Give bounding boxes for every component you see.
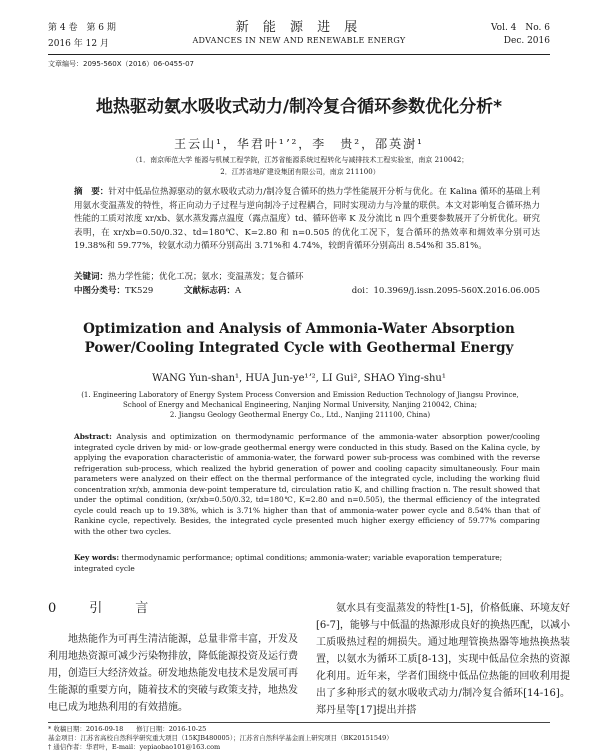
footnote-funding: 基金项目：江苏省高校自然科学研究重大项目（15KJB480005）；江苏省自然科学基金面上研究项目（BK20151549）: [48, 734, 393, 742]
document-code: 文献标志码：A: [184, 286, 242, 296]
affiliation-cn-line: （1．南京师范大学 能源与机械工程学院，江苏省能源系统过程转化与减排技术工程实验室，南京 210042；: [131, 156, 469, 164]
keywords-en: [74, 553, 540, 574]
section-heading: 0 引 言: [48, 601, 159, 616]
affiliations-cn: [60, 154, 540, 178]
article-code: 文章编号：2095-560X（2016）06-0455-07: [48, 60, 194, 68]
abstract-cn: [74, 186, 540, 254]
authors-cn: 王云山¹，华君叶¹ʼ²，李 贵²，邵英澍¹: [174, 137, 424, 151]
abstract-en-text: Analysis and optimization on thermodynamic performance of the ammonia-water absorption power/cooling integrated cycle driven by mid- or low-grade geothermal energy were conducted in this study. Based on the Kalina cycle, by applying the evaporation characteristic of ammonia-water, the forward power sub-process was combined with the reverse refrigeration sub-process, which realized the hybrid generation of power and cooling capacity simultaneously. Four main parameters were analyzed on their effect on the thermal performance of the integrated cycle, including the working fluid concentration xr/xb, ammonia dew-point temperature td, circulation ratio K, and chilling fraction n. The result showed that under the optimal condition, (xr/xb=0.50/0.32, td=180℃, K=2.80 and n=0.505), the thermal efficiency of the integrated cycle could reach up to 19.38%, which is 3.71% higher than that of ammonia-water power cycle and 8.54% than that of Rankine cycle, repectively. Besides, the integrated cycle presented much higher exergy efficiency of 59.77% comparing with the other two cycles.: [74, 432, 540, 536]
abstract-en: [74, 432, 540, 537]
keywords-cn-text: 热力学性能；优化工况；氨水；变温蒸发；复合循环: [108, 272, 304, 282]
authors-en: WANG Yun-shan¹, HUA Jun-ye¹ʼ², LI Gui², SHAO Ying-shu¹: [152, 373, 446, 384]
footnote-received: * 收稿日期：2016-09-18 修订日期：2016-10-25: [48, 725, 207, 733]
abstract-en-label: Abstract:: [74, 432, 112, 441]
journal-name-en: ADVANCES IN NEW AND RENEWABLE ENERGY: [192, 36, 406, 45]
affiliation-cn-line: 2．江苏省地矿建设集团有限公司，南京 211100）: [220, 168, 380, 176]
keywords-en-label: Key words:: [74, 553, 120, 562]
affiliation-en-line: (1. Engineering Laboratory of Energy System Process Conversion and Emission Reduction Technology of Jiangsu Province,: [81, 391, 519, 399]
body-column-left: [48, 600, 298, 716]
date-cn: 2016 年 12 月: [48, 39, 109, 49]
abstract-cn-label: 摘 要：: [74, 187, 109, 197]
intro-paragraph-continued: 氨水具有变温蒸发的特性[1-5]，价格低廉、环境友好[6-7]，能够与中低温的热源形成良好的换热匹配，以减小工质吸热过程的㶲损失。通过地理管换热器等地热换热装置，以氨水为循环工质[8-13]，实现中低品位余热的资源化利用。近年来，学者们围绕中低品位热能的回收利用提出了多种形式的氨水吸收式动力/制冷复合循环[14-16]。郑丹星等[17]提出并搭: [316, 603, 570, 716]
affiliation-en-line: School of Energy and Mechanical Engineering, Nanjing Normal University, Nanjing 210042, China;: [122, 401, 478, 409]
keywords-en-text: thermodynamic performance; optimal conditions; ammonia-water; variable evaporation temperature; integrated cycle: [74, 553, 503, 573]
date-en: Dec. 2016: [503, 36, 550, 46]
volume-issue-cn: 第 4 卷 第 6 期: [48, 23, 116, 33]
keywords-cn-label: 关键词：: [74, 272, 109, 282]
title-cn: 地热驱动氨水吸收式动力/制冷复合循环参数优化分析*: [95, 97, 503, 117]
journal-name-cn: 新 能 源 进 展: [235, 20, 363, 35]
doi[interactable]: doi：10.3969/j.issn.2095-560X.2016.06.005: [351, 286, 540, 296]
footnote: [48, 722, 550, 752]
clc-code: 中图分类号：TK529: [74, 286, 154, 296]
affiliations-en: [80, 390, 520, 420]
body-column-right: [316, 600, 570, 719]
keywords-cn: [74, 270, 540, 282]
affiliation-en-line: 2. Jiangsu Geology Geothermal Energy Co., Ltd., Nanjing 211100, China): [169, 411, 431, 419]
volume-issue-en: Vol. 4 No. 6: [490, 23, 550, 33]
title-en: Optimization and Analysis of Ammonia-Water Absorption Power/Cooling Integrated Cycle with Geothermal Energy: [83, 321, 515, 356]
abstract-cn-text: 针对中低品位热源驱动的氨水吸收式动力/制冷复合循环的热力学性能展开分析与优化。在 Kalina 循环的基础上利用氨水变温蒸发的特性，将正向动力子过程与逆向制冷子过程耦合，同时实现动力与冷量的联供。本文对影响复合循环热力性能的工质对浓度 xr/xb、氨水蒸发露点温度（露点温度）td、循环倍率 K 及分流比 n 四个重要参数展开了分析优化。研究表明，在 xr/xb=0.50/0.32、td=180℃、K=2.80 和 n=0.505 的优化工况下，复合循环的热效率和㶲效率分别可达 19.38%和 59.77%，较氨水动力循环分别高出 3.71%和 4.74%，较朗肯循环分别高出 8.54%和 35.81%。: [74, 187, 540, 252]
intro-paragraph: 地热能作为可再生清洁能源，总量非常丰富，开发及利用地热资源可减少污染物排放，降低能源投资及运行费用，创造巨大经济效益。研发地热能发电技术是发展可再生能源的重要方向，随着技术的突破与政策支持，地热发电已成为地热利用的有效措施。: [48, 634, 298, 713]
footnote-contact: † 通信作者：华君叶，E-mail：yepiaobao101@163.com: [48, 743, 221, 751]
running-header: [48, 14, 550, 55]
